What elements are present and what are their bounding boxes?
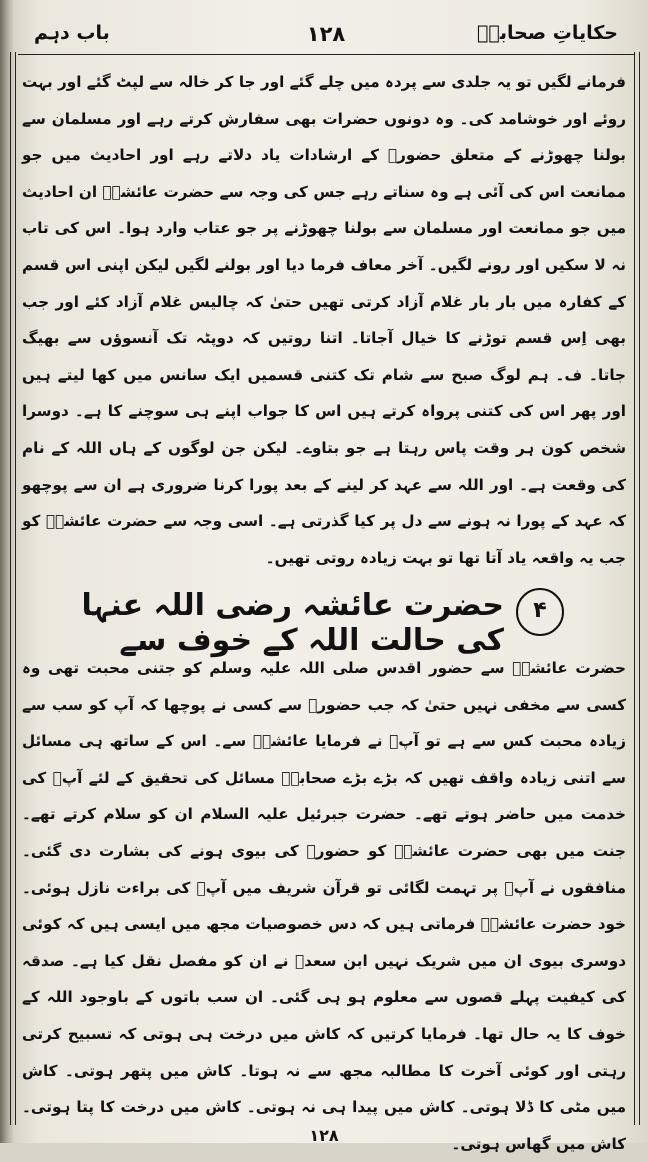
- page-number: ۱۲۸: [306, 22, 346, 46]
- footer-page-number: ۱۲۸: [309, 1126, 339, 1145]
- page-header: [18, 18, 634, 55]
- paragraph: حضرت عائشہؓ سے حضور اقدس صلی اللہ علیہ وسلم کو جتنی محبت تھی وہ کسی سے مخفی نہیں حتیٰ کہ جب حضورؐ سے کسی نے پوچھا کہ آپ کو سب سے زیادہ محبت کس سے ہے تو آپؐ نے فرمایا عائشہؓ سے۔ اس کے ساتھ ہی مسائل سے اتنی زیادہ واقف تھیں کہ بڑے بڑے صحابہؓ مسائل کی تحقیق کے لئے آپؓ کی خدمت میں حاضر ہوتے تھے۔ حضرت جبرئیل علیہ السلام ان کو سلام کرتے تھے۔ جنت میں بھی حضرت عائشہؓ کو حضورؐ کی بیوی ہونے کی بشارت دی گئی۔ منافقوں نے آپؓ پر تہمت لگائی تو قرآن شریف میں آپؓ کی براءت نازل ہوئی۔ خود حضرت عائشہؓ فرماتی ہیں کہ دس خصوصیات مجھ میں ایسی ہیں کہ کوئی دوسری بیوی ان میں شریک نہیں ابن سعدؒ نے ان کو مفصل نقل کیا ہے۔ صدقہ کی کیفیت پہلے قصوں سے معلوم ہو ہی گئی۔ ان سب باتوں کے باوجود اللہ کے خوف کا یہ حال تھا۔ فرمایا کرتیں کہ کاش میں درخت ہی ہوتی کہ تسبیح کرتی رہتی اور کوئی آخرت کا مطالبہ مجھ سے نہ ہوتا۔ کاش میں پتھر ہوتی۔ کاش میں مٹی کا ڈلا ہوتی۔ کاش میں پیدا ہی نہ ہوتی۔ کاش میں درخت کا پتا ہوتی۔ کاش میں گھاس ہوتی۔: [22, 659, 626, 1153]
- section-heading: [40, 582, 626, 658]
- section-number-circle: ۴: [516, 588, 564, 636]
- main-text: [22, 64, 626, 576]
- chapter-label: باب دہم: [34, 22, 110, 44]
- book-title: حکایاتِ صحابہؓ: [477, 22, 618, 44]
- paragraph: فرمانے لگیں تو یہ جلدی سے پردہ میں چلے گئے اور جا کر خالہ سے لپٹ گئے اور بہت روئے اور خوشامد کی۔ وہ دونوں حضرات بھی سفارش کرتے رہے اور مسلمان سے بولنا چھوڑنے کے متعلق حضورؐ کے ارشادات یاد دلاتے رہے اور احادیث میں جو ممانعت اس کی آئی ہے وہ سناتے رہے جس کی وجہ سے حضرت عائشہؓ ان احادیث میں جو ممانعت اور مسلمان سے بولنا چھوڑنے پر جو عتاب وارد ہوا۔ اس کی تاب نہ لا سکیں اور رونے لگیں۔ آخر معاف فرما دیا اور بولنے لگیں لیکن اپنی اس قسم کے کفارہ میں بار بار غلام آزاد کرتی تھیں حتیٰ کہ چالیس غلام آزاد کئے اور جب بھی اِس قسم توڑنے کا خیال آجاتا۔ اتنا روتیں کہ دوپٹہ تک آنسوؤں سے بھیگ جاتا۔ ف۔ ہم لوگ صبح سے شام تک کتنی قسمیں ایک سانس میں کھا لیتے ہیں اور پھر اس کی کتنی پرواہ کرتے ہیں اس کا جواب اپنے ہی سوچنے کا ہے۔ دوسرا شخص کون ہر وقت پاس رہتا ہے جو بتاوے۔ لیکن جن لوگوں کے ہاں اللہ کے نام کی وقعت ہے۔ اور اللہ سے عہد کر لینے کے بعد پورا کرنا ضروری ہے ان سے پوچھو کہ عہد کے پورا نہ ہونے سے دل پر کیا گذرتی ہے۔ اسی وجہ سے حضرت عائشہؓ کو جب یہ واقعہ یاد آتا تھا تو بہت زیادہ روتی تھیں۔: [22, 73, 626, 567]
- section-text: [22, 650, 626, 1162]
- section-title: حضرت عائشہ رضی اللہ عنہا کی حالت اللہ کے خوف سے: [81, 588, 504, 658]
